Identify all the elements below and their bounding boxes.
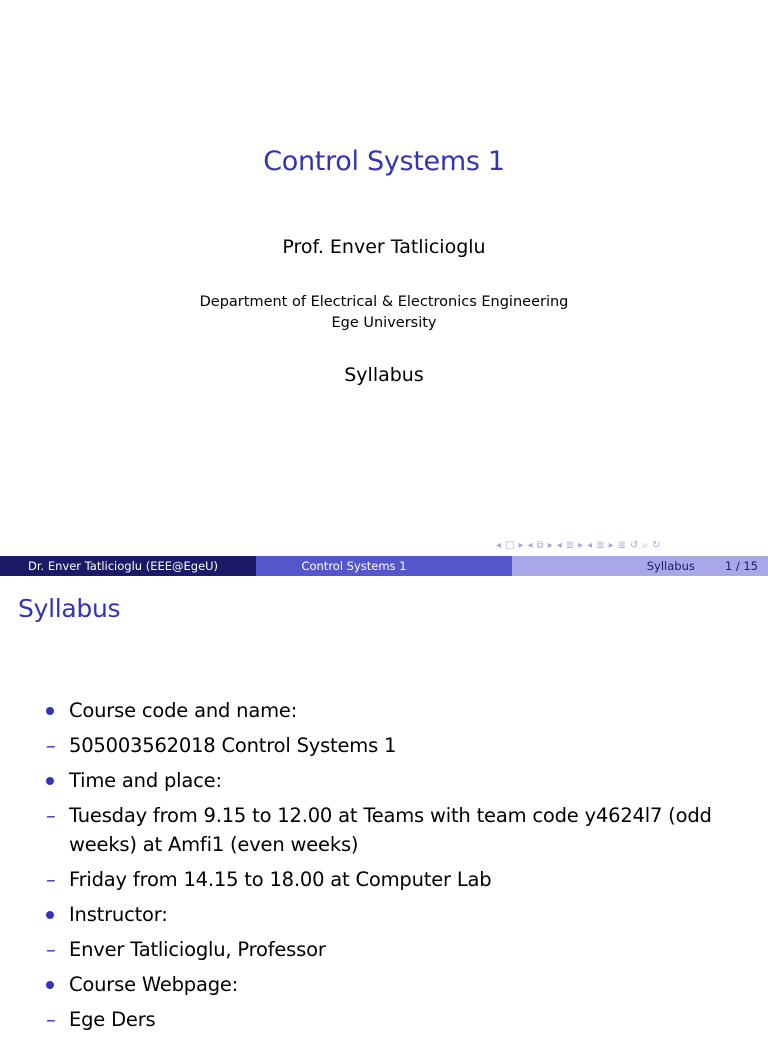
slide-title: Control Systems 1 bbox=[263, 146, 505, 177]
bullet-icon bbox=[46, 981, 54, 989]
bullet-icon bbox=[46, 911, 54, 919]
nav-appendix-icon[interactable]: ≣ bbox=[617, 539, 627, 551]
nav-back-icon[interactable]: ↺ bbox=[630, 539, 639, 551]
nav-search-icon[interactable]: ⌕ bbox=[642, 539, 649, 551]
list-item bbox=[0, 766, 768, 795]
nav-doc-left-icon[interactable]: ◂ bbox=[587, 539, 593, 551]
nav-doc-icon[interactable]: ≣ bbox=[596, 539, 605, 551]
bullet-icon bbox=[46, 707, 54, 715]
list-item-text: Ege Ders bbox=[69, 1008, 156, 1031]
nav-section-left-icon[interactable]: ◂ bbox=[556, 539, 562, 551]
dash-icon: – bbox=[46, 938, 56, 961]
footline bbox=[0, 556, 768, 576]
nav-section-icon[interactable]: ≣ bbox=[565, 539, 575, 551]
footline-page-number: 1 / 15 bbox=[724, 559, 758, 573]
nav-forward-icon[interactable]: ↻ bbox=[652, 539, 661, 551]
nav-frame-icon[interactable]: □ bbox=[505, 539, 515, 551]
list-item bbox=[0, 801, 768, 859]
frame-title: Syllabus bbox=[18, 594, 121, 623]
footline-right bbox=[512, 556, 768, 576]
dash-icon: – bbox=[46, 804, 56, 827]
institute-department: Department of Electrical & Electronics Engineering bbox=[199, 294, 569, 310]
list-item bbox=[0, 696, 768, 725]
list-item bbox=[0, 935, 768, 964]
list-item bbox=[0, 731, 768, 760]
slide-subtitle: Syllabus bbox=[344, 364, 424, 386]
syllabus-slide bbox=[0, 576, 768, 1031]
list-item bbox=[0, 970, 768, 999]
list-item-text: Enver Tatlicioglu, Professor bbox=[69, 938, 326, 961]
list-item-text: Course code and name: bbox=[69, 699, 298, 722]
nav-subsection-left-icon[interactable]: ◂ bbox=[527, 539, 533, 551]
list-item bbox=[0, 865, 768, 894]
dash-icon: – bbox=[46, 868, 56, 891]
list-item-text: Tuesday from 9.15 to 12.00 at Teams with team code y4624l7 (odd weeks) at Amfi1 (even weeks) bbox=[69, 804, 712, 856]
footline-author: Dr. Enver Tatlicioglu (EEE@EgeU) bbox=[0, 556, 256, 576]
slide-institute bbox=[0, 292, 768, 334]
slide-author: Prof. Enver Tatlicioglu bbox=[282, 236, 486, 258]
beamer-navigation-bar bbox=[496, 538, 764, 552]
nav-section-right-icon[interactable]: ▸ bbox=[578, 539, 584, 551]
nav-subsection-icon[interactable]: ⧉ bbox=[536, 539, 544, 551]
list-item-text: Instructor: bbox=[69, 903, 168, 926]
nav-frame-right-icon[interactable]: ▸ bbox=[518, 539, 524, 551]
list-item bbox=[0, 1005, 768, 1034]
institute-university: Ege University bbox=[331, 315, 437, 331]
bullet-icon bbox=[46, 777, 54, 785]
list-item bbox=[0, 900, 768, 929]
list-item-text: Course Webpage: bbox=[69, 973, 239, 996]
list-item-text: Friday from 14.15 to 18.00 at Computer Lab bbox=[69, 868, 492, 891]
nav-frame-left-icon[interactable]: ◂ bbox=[496, 539, 502, 551]
nav-doc-right-icon[interactable]: ▸ bbox=[608, 539, 614, 551]
list-item-text: 505003562018 Control Systems 1 bbox=[69, 734, 397, 757]
nav-subsection-right-icon[interactable]: ▸ bbox=[547, 539, 553, 551]
dash-icon: – bbox=[46, 1008, 56, 1031]
dash-icon: – bbox=[46, 734, 56, 757]
list-item-text: Time and place: bbox=[69, 769, 222, 792]
footline-title: Control Systems 1 bbox=[256, 556, 512, 576]
footline-section: Syllabus bbox=[646, 559, 695, 573]
syllabus-list bbox=[0, 696, 768, 1040]
